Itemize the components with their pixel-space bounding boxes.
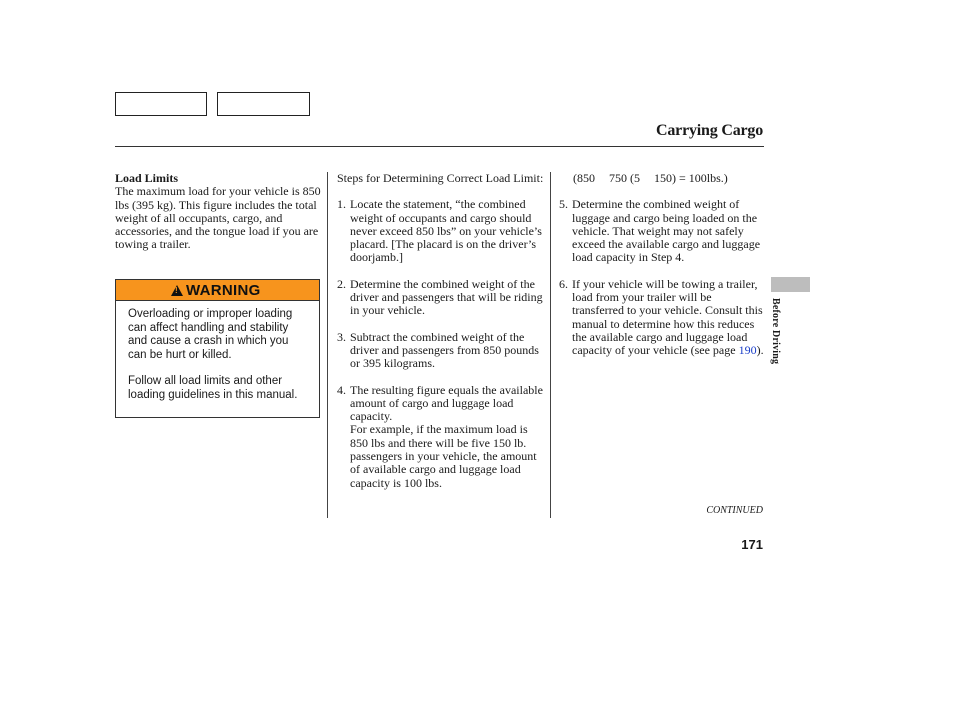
- formula-part: 750 (5: [609, 171, 640, 185]
- column-divider-1: [327, 172, 328, 518]
- step-number: 2.: [337, 276, 346, 291]
- list-item: [337, 331, 545, 371]
- formula-part: (850: [573, 171, 595, 185]
- step-6-end: ).: [756, 343, 764, 358]
- nav-box-right[interactable]: [217, 92, 310, 116]
- step-text: [572, 278, 764, 358]
- step-4-example: For example, if the maximum load is 850 lbs and there will be five 150 lb. passengers in your vehicle, the amount of available cargo and luggage load capacity is 100 lbs.: [350, 422, 537, 490]
- step-4-text: The resulting figure equals the available amount of cargo and luggage load capacity.: [350, 382, 543, 424]
- column-3: [559, 172, 764, 371]
- list-item: [559, 198, 764, 264]
- step-number: 4.: [337, 382, 346, 397]
- list-item: [559, 278, 764, 358]
- header-rule: [115, 146, 764, 147]
- step-text: Locate the statement, “the combined weight of occupants and cargo should never exceed 850 lbs” on your vehicle’s placard. [The placard is on the driver’s doorjamb.]: [350, 197, 542, 265]
- nav-box-left[interactable]: [115, 92, 207, 116]
- step-number: 1.: [337, 197, 346, 212]
- warning-para-1: Overloading or improper loading can affect handling and stability and cause a crash in which you can be hurt or killed.: [128, 308, 293, 361]
- column-1: [115, 172, 323, 252]
- warning-box: [115, 279, 320, 418]
- steps-intro: Steps for Determining Correct Load Limit:: [337, 171, 544, 185]
- step-text: Subtract the combined weight of the driver and passengers from 850 pounds or 395 kilograms.: [350, 329, 539, 371]
- column-divider-2: [550, 172, 551, 518]
- step-number: 6.: [559, 276, 568, 291]
- section-tab[interactable]: [771, 277, 810, 292]
- load-limits-heading: Load Limits: [115, 171, 179, 185]
- list-item: [337, 384, 545, 490]
- list-item: [337, 198, 545, 264]
- formula-part: 150) = 100lbs.): [654, 171, 728, 185]
- example-formula: [559, 172, 764, 185]
- warning-triangle-icon: [171, 285, 183, 296]
- warning-header: [116, 280, 319, 301]
- page-title: Carrying Cargo: [656, 122, 763, 139]
- warning-body: [116, 301, 319, 402]
- column-2: [337, 172, 545, 503]
- step-text: Determine the combined weight of the driver and passengers that will be riding in your vehicle.: [350, 276, 543, 318]
- step-text: [350, 384, 545, 490]
- continued-label: CONTINUED: [706, 505, 763, 516]
- page-link[interactable]: 190: [738, 343, 757, 358]
- step-6-text: If your vehicle will be towing a trailer, load from your trailer will be transferred to your vehicle. Consult this manual to determine how this reduces the available cargo and luggage load capacity of your vehicle (see page: [572, 276, 763, 358]
- section-label: Before Driving: [770, 298, 781, 365]
- page-number: 171: [741, 537, 763, 552]
- warning-title: WARNING: [186, 281, 261, 299]
- warning-para-2: Follow all load limits and other loading guidelines in this manual.: [128, 375, 298, 401]
- step-number: 3.: [337, 329, 346, 344]
- load-limits-body: The maximum load for your vehicle is 850 lbs (395 kg). This figure includes the total weight of all occupants, cargo, and accessories, and the tongue load if you are towing a trailer.: [115, 184, 321, 252]
- step-text: Determine the combined weight of luggage and cargo being loaded on the vehicle. That weight may not safely exceed the available cargo and luggage load capacity in Step 4.: [572, 197, 761, 265]
- list-item: [337, 278, 545, 318]
- step-number: 5.: [559, 197, 568, 212]
